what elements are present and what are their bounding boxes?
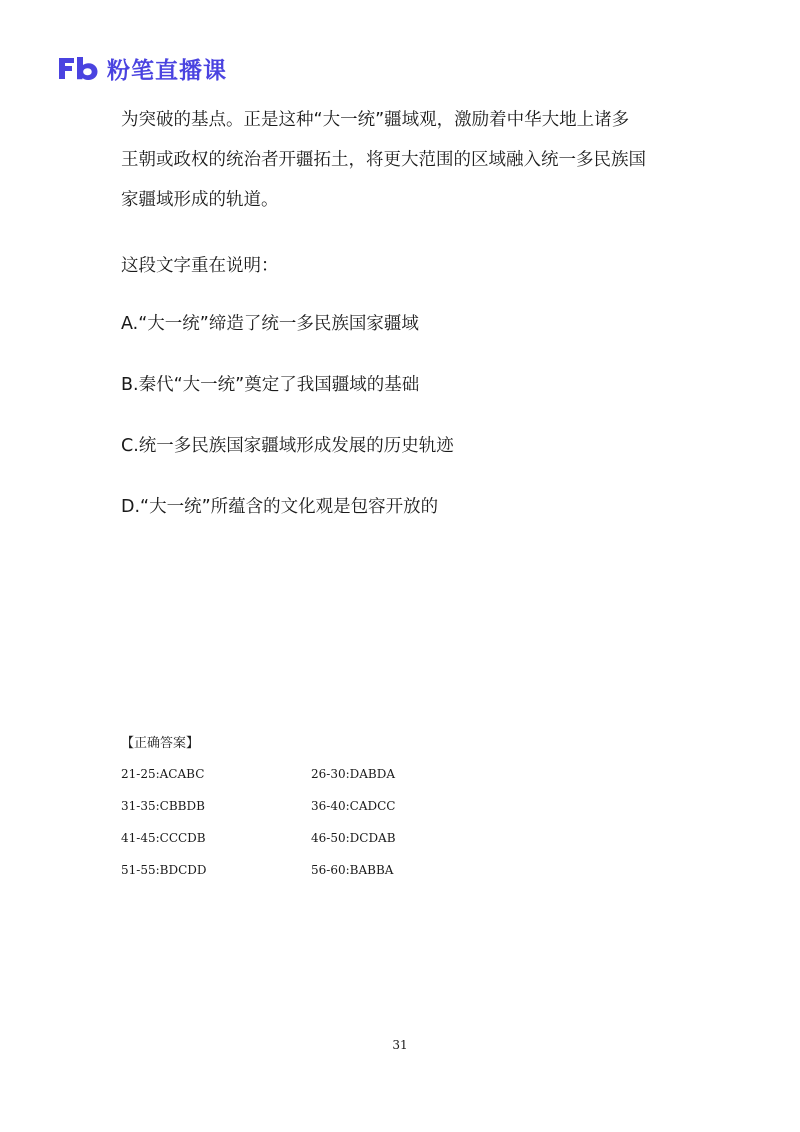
option-d: D.“大一统”所蕴含的文化观是包容开放的	[121, 497, 439, 517]
answer-key-item: 36-40:CADCC	[311, 799, 396, 813]
answer-key	[121, 734, 501, 880]
passage-line: 为突破的基点。正是这种“大一统”疆域观，激励着中华大地上诸多	[121, 110, 630, 130]
answer-key-item: 26-30:DABDA	[311, 767, 396, 781]
question-stem: 这段文字重在说明：	[121, 256, 279, 276]
answer-key-grid	[121, 764, 501, 880]
brand-logo	[57, 52, 227, 84]
option-c: C.统一多民族国家疆域形成发展的历史轨迹	[121, 436, 454, 456]
answer-key-title: 【正确答案】	[121, 736, 200, 751]
answer-key-item: 51-55:BDCDD	[121, 863, 207, 877]
answer-key-item: 41-45:CCCDB	[121, 831, 206, 845]
passage-line: 家疆域形成的轨道。	[121, 190, 279, 210]
answer-key-item: 31-35:CBBDB	[121, 799, 205, 813]
answer-key-item: 21-25:ACABC	[121, 767, 205, 781]
passage-text	[121, 100, 681, 220]
answer-key-item: 46-50:DCDAB	[311, 831, 396, 845]
answer-options	[121, 310, 454, 554]
passage-line: 王朝或政权的统治者开疆拓土，将更大范围的区域融入统一多民族国	[121, 150, 646, 170]
answer-key-item: 56-60:BABBA	[311, 863, 394, 877]
option-b: B.秦代“大一统”奠定了我国疆域的基础	[121, 375, 420, 395]
page-number: 31	[392, 1038, 408, 1052]
option-a: A.“大一统”缔造了统一多民族国家疆域	[121, 314, 419, 334]
fb-logo-icon	[57, 55, 101, 81]
logo-text: 粉笔直播课	[107, 57, 227, 84]
